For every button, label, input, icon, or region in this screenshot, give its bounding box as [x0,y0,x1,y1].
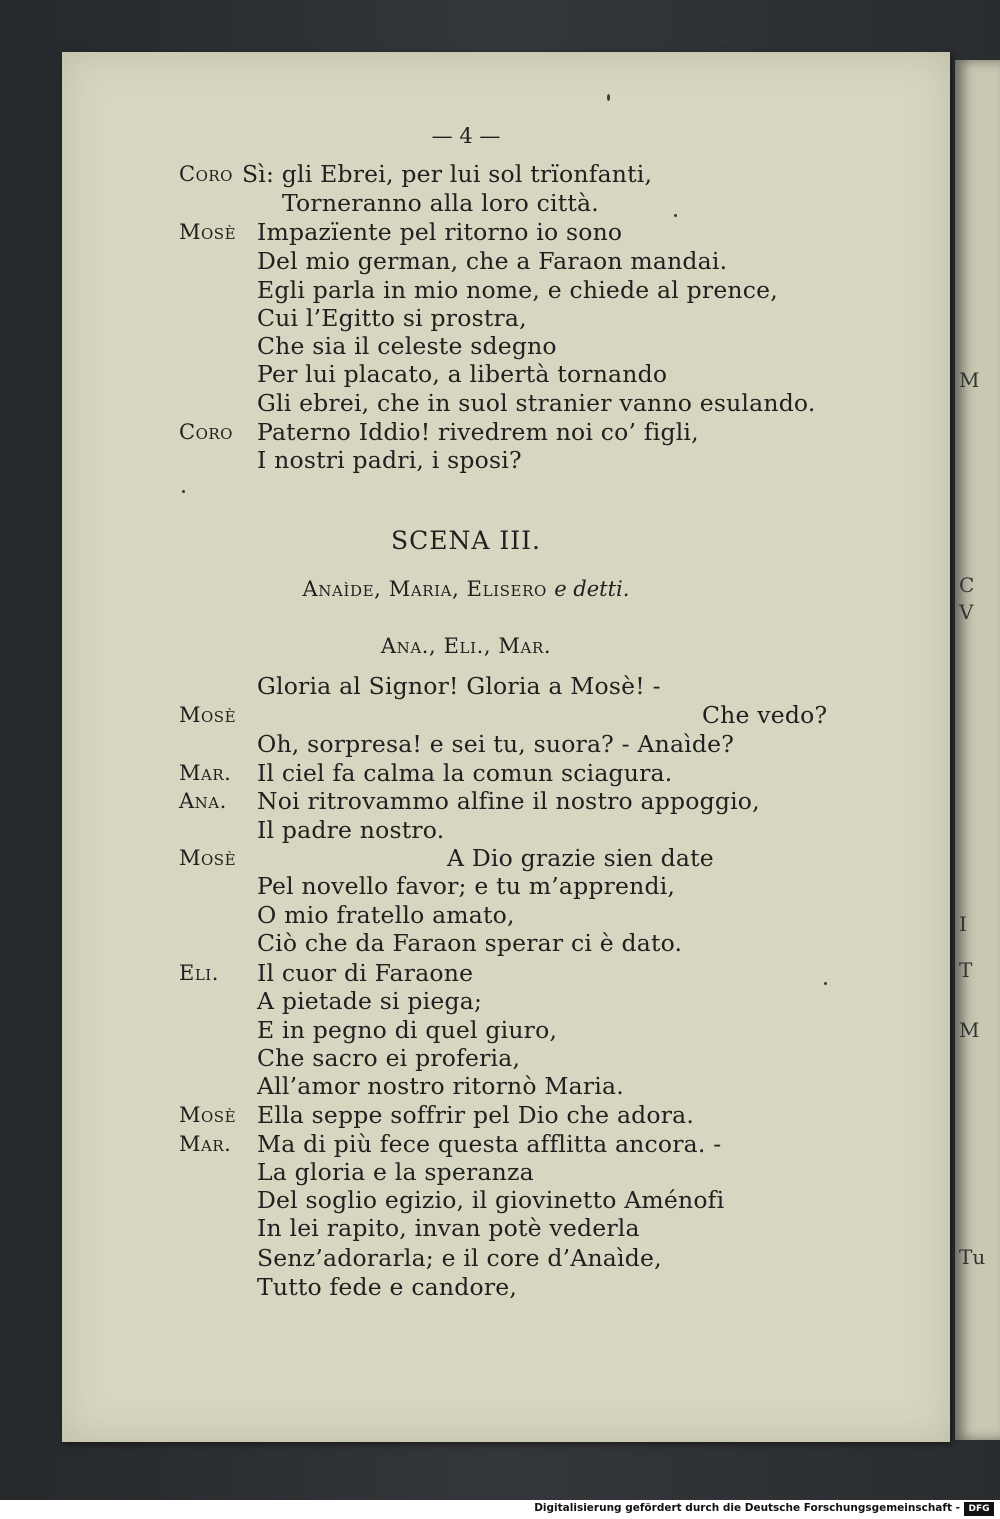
next-page-fragment: M [959,1018,980,1042]
dfg-logo: DFG [964,1502,994,1516]
scene-title: SCENA III. [391,526,541,555]
verse-line: Impazïente pel ritorno io sono [257,218,623,246]
next-page-fragment: V [959,600,974,624]
speaker-label: Mosè [179,703,237,727]
verse-line: Che vedo? [702,701,828,729]
verse-line: Il ciel fa calma la comun sciagura. [257,759,673,787]
verse-line: A Dio grazie sien date [447,844,714,872]
verse-line: E in pegno di quel giuro, [257,1016,558,1044]
speaker-label: Mosè [179,846,237,870]
verse-line: Cui l’Egitto si prostra, [257,304,527,332]
verse-line: Del soglio egizio, il giovinetto Aménofi [257,1186,725,1214]
verse-line: Ciò che da Faraon sperar ci è dato. [257,929,683,957]
verse-line: La gloria e la speranza [257,1158,534,1186]
speaker-label: Ana. [179,789,227,813]
verse-line: Pel novello favor; e tu m’apprendi, [257,872,676,900]
next-page-fragment: I [959,912,967,936]
verse-line: Gloria al Signor! Gloria a Mosè! - [257,672,661,700]
verse-line: I nostri padri, i sposi? [257,446,522,474]
verse-line: A pietade si piega; [257,987,483,1015]
verse-line: Gli ebrei, che in suol stranier vanno esulando. [257,389,816,417]
verse-line: Sì: gli Ebrei, per lui sol trïonfanti, [242,160,653,188]
verse-line: In lei rapito, invan potè vederla [257,1214,640,1242]
verse-line: All’amor nostro ritornò Maria. [257,1072,624,1100]
scene-characters-suffix: e detti. [554,577,630,601]
chorus-heading: Ana., Eli., Mar. [380,634,552,658]
speaker-label: Mar. [179,1132,232,1156]
verse-line: Noi ritrovammo alfine il nostro appoggio, [257,787,760,815]
next-page-fragment: Tu [959,1245,986,1269]
scene-characters [62,577,870,601]
next-page-edge [955,60,1000,1440]
speaker-label: Coro [179,420,233,444]
verse-line: Oh, sorpresa! e sei tu, suora? - Anaìde? [257,730,735,758]
speaker-label: Coro [179,162,233,186]
page-number: — 4 — [431,124,501,148]
next-page-fragment: M [959,368,980,392]
verse-line: Il cuor di Faraone [257,959,474,987]
book-page [62,52,950,1442]
footer-credit: Digitalisierung gefördert durch die Deutsche Forschungsgemeinschaft - [534,1502,960,1514]
verse-line: Tutto fede e candore, [257,1273,518,1301]
verse-line: Egli parla in mio nome, e chiede al prence, [257,276,778,304]
next-page-fragment: C [959,573,975,597]
verse-line: Il padre nostro. [257,816,445,844]
verse-line: Torneranno alla loro città. [282,189,599,217]
verse-line: Paterno Iddio! rivedrem noi co’ figli, [257,418,699,446]
speaker-label: Mosè [179,220,237,244]
speaker-label: Mar. [179,761,232,785]
verse-line: Senz’adorarla; e il core d’Anaìde, [257,1244,662,1272]
speaker-label: Eli. [179,961,219,985]
verse-line: O mio fratello amato, [257,901,515,929]
speaker-label: Mosè [179,1103,237,1127]
footer-bar [0,1500,1000,1519]
verse-line: Del mio german, che a Faraon mandai. [257,247,728,275]
verse-line: Per lui placato, a libertà tornando [257,360,668,388]
verse-line: Che sacro ei proferia, [257,1044,521,1072]
scene-characters-names: Anaìde, Maria, Elisero [302,577,547,601]
verse-line: Ella seppe soffrir pel Dio che adora. [257,1101,695,1129]
verse-line: Ma di più fece questa afflitta ancora. - [257,1130,722,1158]
verse-line: Che sia il celeste sdegno [257,332,557,360]
next-page-fragment: T [959,958,973,982]
